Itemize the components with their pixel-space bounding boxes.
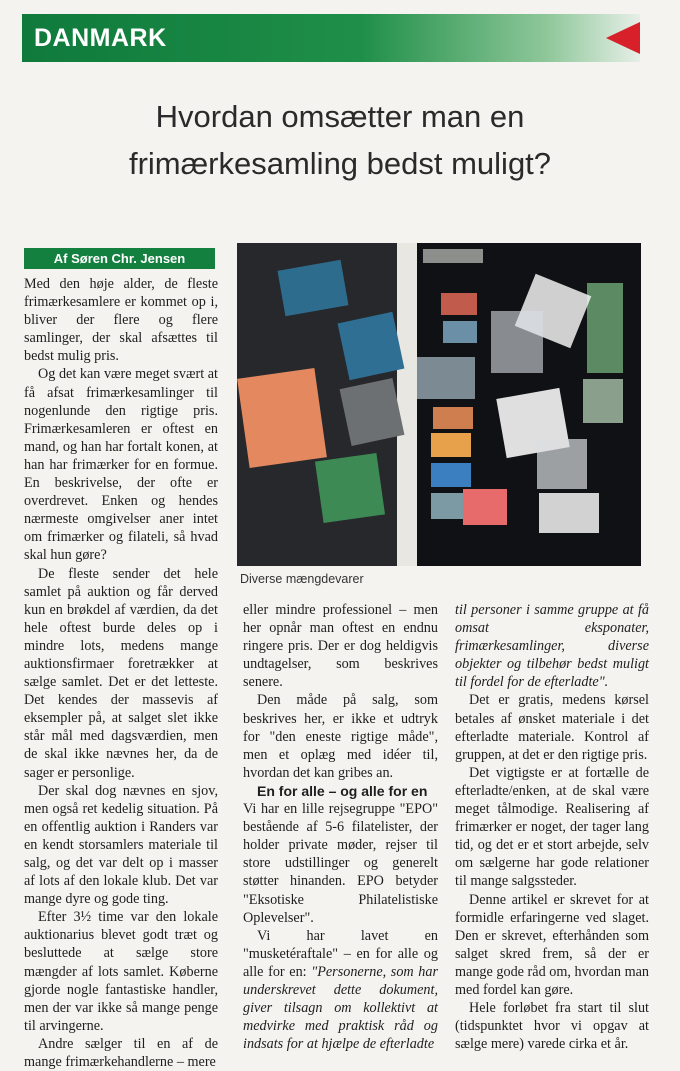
quoted-agreement: "Personerne, som har underskrevet dette dokument, giver tilsagn om kollektivt at medvirke med praktisk råd og indsats for at hjælpe de efterladte bbox=[243, 963, 439, 1053]
paragraph: Det er gratis, medens kørsel betales af ønsket materiale i det efterladte materiale. Kontrol af gruppen, at det er den rigtige pris. bbox=[455, 692, 649, 763]
article-title bbox=[60, 93, 620, 187]
text-column-1 bbox=[24, 275, 218, 1071]
photo-caption: Diverse mængdevarer bbox=[240, 572, 364, 586]
quoted-agreement-continued: til personer i samme gruppe at få omsat eksponater, frimærkesamlinger, diverse objekter og tilbehør bedst muligt til fordel for de efterladte". bbox=[455, 602, 649, 691]
section-label: DANMARK bbox=[34, 24, 167, 52]
title-line-1: Hvordan omsætter man en bbox=[155, 99, 525, 134]
title-line-2: frimærkesamling bedst muligt? bbox=[128, 146, 552, 181]
paragraph: Det vigtigste er at fortælle de efterladte/enken, at de skal være meget tålmodige. Realisering af frimærker er noget, der tager lang tid, og det er et stort arbejde, selv om sælgerne har gode relationer til mange salgssteder. bbox=[455, 764, 649, 890]
paragraph: Denne artikel er skrevet for at formidle erfaringerne ved slaget. Den er skrevet, efterhånden som salget skred frem, så der er mange gode råd om, hvordan man med fordel kan gøre. bbox=[455, 891, 649, 998]
paragraph: eller mindre professionel – men her opnår man oftest en endnu ringere pris. Der er dog heldigvis undtagelser, som beskrives senere. bbox=[243, 602, 438, 691]
paragraph: Med den høje alder, de fleste frimærkesamlere er kommet op i, bliver der flere og flere samlinger, der skal afsættes til bedst mulig pris. bbox=[24, 276, 218, 365]
paragraph: Den måde på salg, som beskrives her, er ikke et udtryk for "den eneste rigtige måde", men et oplæg med idéer til, hvordan det kan gribes an. bbox=[243, 692, 438, 781]
section-subheading: En for alle – og alle for en bbox=[257, 782, 428, 799]
red-arrow-icon bbox=[606, 22, 640, 54]
paragraph bbox=[243, 927, 438, 1054]
paragraph-text: Vi har lavet en "musketéraftale" – en for alle og alle for en: bbox=[243, 927, 438, 980]
paragraph: Der skal dog nævnes en sjov, men også ret kedelig situation. På en offentlig auktion i Randers var en kendt storsamlers materiale til salg, og det var delt op i masser af lots af den lokale klub. Det var mange dyre og gode ting. bbox=[24, 782, 218, 908]
text-column-2 bbox=[243, 601, 438, 1053]
paragraph: Vi har en lille rejsegruppe "EPO" bestående af 5-6 filatelister, der holder private møder, rejser til store udstillinger og generelt støtter hinanden. EPO betyder "Eksotiske Philatelistiske Oplevelser". bbox=[243, 801, 438, 926]
author-byline: Af Søren Chr. Jensen bbox=[24, 248, 215, 269]
paragraph: Og det kan være meget svært at få afsat frimærkesamlinger til nogenlunde den rigtige pris. Frimærkesamleren er oftest en mand, og han har fortalt konen, at han har frimærker for en formue. En beskrivelse, der ofte er overdrevet. Enken og hendes nærmeste omgivelser aner intet om frimærker og filateli, så hvad skal hun gøre? bbox=[24, 366, 218, 564]
section-banner bbox=[22, 14, 640, 62]
paragraph: Efter 3½ time var den lokale auktionarius blevet godt træt og besluttede at sælge store mængder af lots samlet. Køberne gjorde nogle fantastiske handler, men der var ikke så mange penge til arvingerne. bbox=[24, 909, 218, 1034]
paragraph: De fleste sender det hele samlet på auktion og får derved kun en brøkdel af værdien, da det hele oftest burde deles op i mindre lots, medens mange auktionsfirmaer foretrækker at sælge samlet. Det er det letteste. Det kendes der massevis af eksempler på, at salget slet ikke står mål med dagsværdien, men de skal ikke nævnes her, da de sager er personlige. bbox=[24, 565, 218, 781]
text-column-3 bbox=[455, 601, 649, 1053]
paragraph: Hele forløbet fra start til slut (tidspunktet hvor vi opgav at sælge mere) varede cirka et år. bbox=[455, 1000, 649, 1053]
stamps-illustration bbox=[237, 243, 641, 566]
stamp-collection-photo bbox=[237, 243, 641, 566]
paragraph: Andre sælger til en af de mange frimærkehandlerne – mere bbox=[24, 1035, 218, 1071]
